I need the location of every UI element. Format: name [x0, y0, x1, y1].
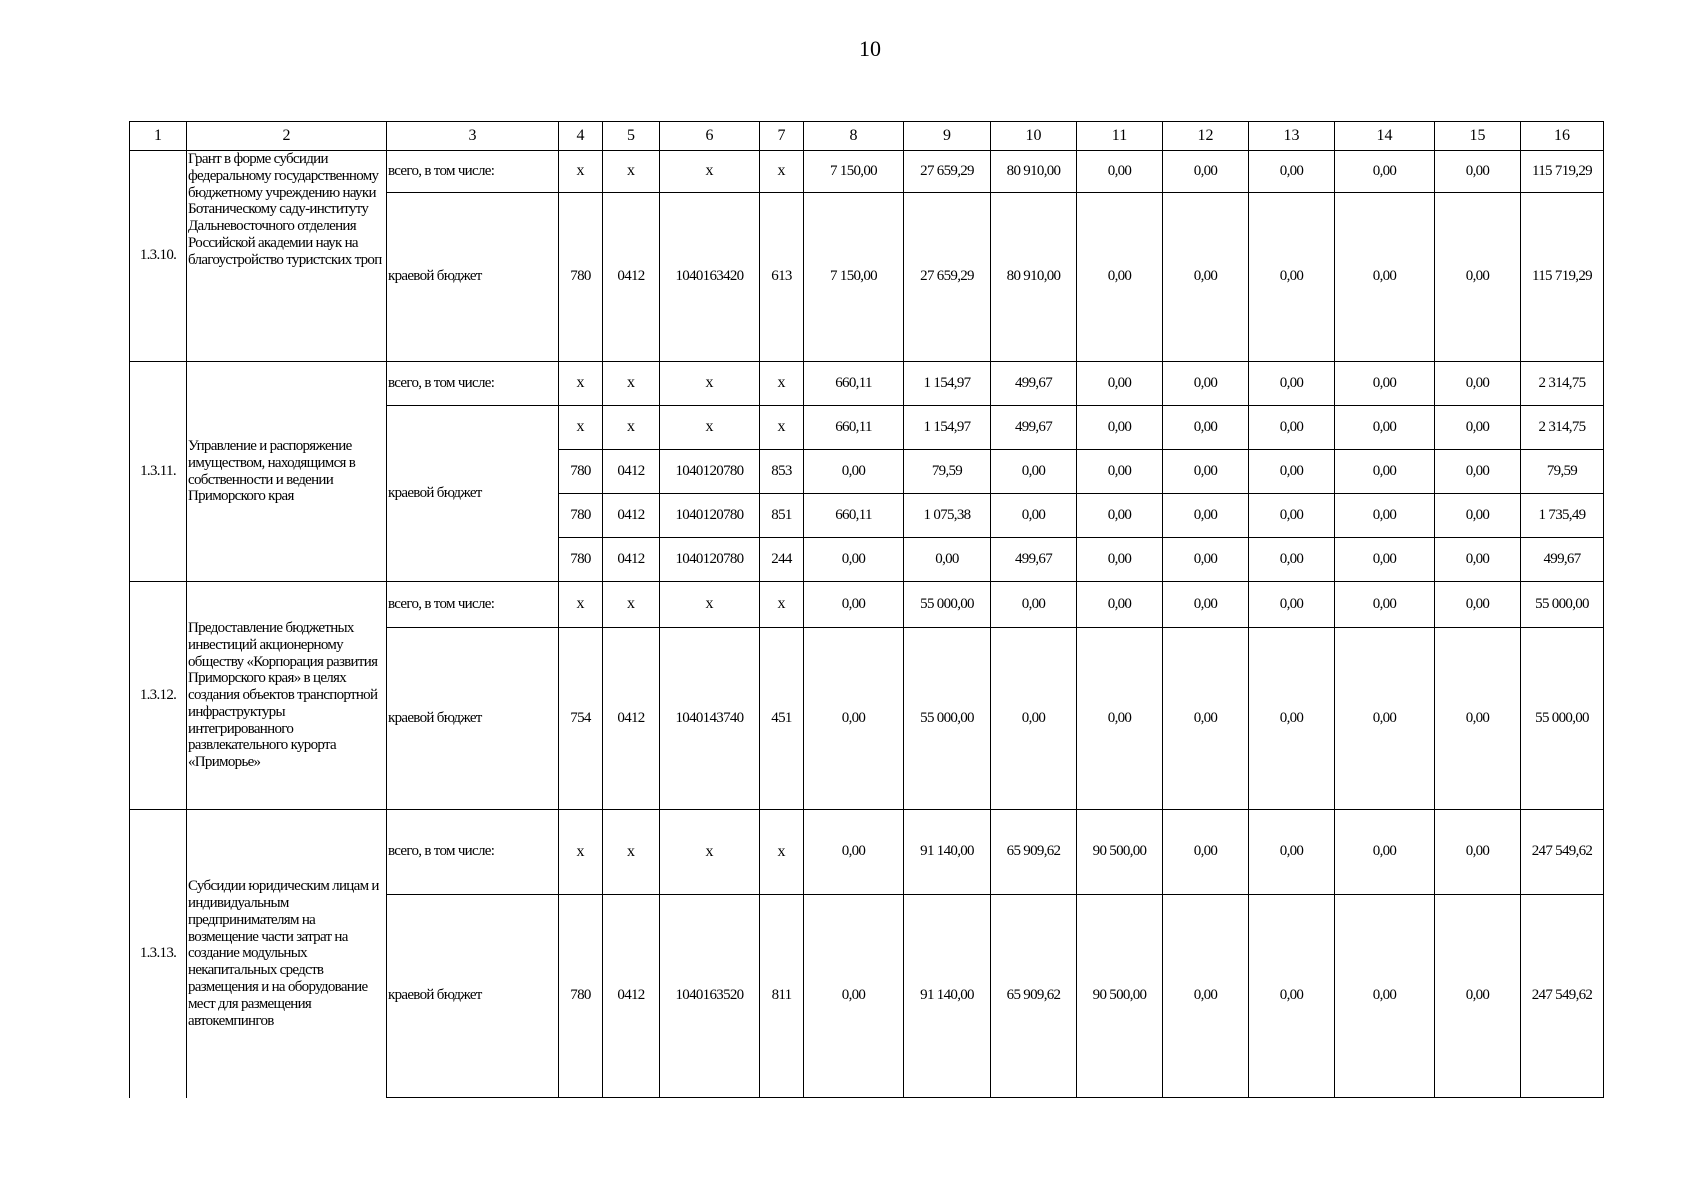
- cell: 2 314,75: [1521, 406, 1604, 450]
- cell: 0,00: [1435, 895, 1521, 1098]
- cell: 0,00: [1435, 538, 1521, 582]
- cell: x: [760, 582, 804, 628]
- cell: x: [660, 406, 760, 450]
- cell: 0,00: [991, 582, 1077, 628]
- cell: 0,00: [1435, 582, 1521, 628]
- cell: x: [660, 362, 760, 406]
- cell: 853: [760, 450, 804, 494]
- cell: 65 909,62: [991, 810, 1077, 895]
- cell: x: [559, 362, 603, 406]
- cell: 1 154,97: [904, 406, 991, 450]
- cell: 80 910,00: [991, 193, 1077, 362]
- source-label: краевой бюджет: [387, 895, 559, 1098]
- cell: x: [760, 362, 804, 406]
- cell: 80 910,00: [991, 151, 1077, 193]
- cell: 0,00: [1249, 450, 1335, 494]
- cell: 27 659,29: [904, 151, 991, 193]
- cell: x: [660, 810, 760, 895]
- cell: 0,00: [1249, 582, 1335, 628]
- cell: 0,00: [904, 538, 991, 582]
- cell: 1 735,49: [1521, 494, 1604, 538]
- cell: 79,59: [904, 450, 991, 494]
- cell: 1040143740: [660, 628, 760, 810]
- cell: 0,00: [1335, 362, 1435, 406]
- cell: 0,00: [1249, 628, 1335, 810]
- column-header: 14: [1335, 122, 1435, 151]
- cell: 0,00: [1249, 362, 1335, 406]
- cell: 90 500,00: [1077, 810, 1163, 895]
- cell: 0,00: [804, 582, 904, 628]
- cell: 2 314,75: [1521, 362, 1604, 406]
- cell: 0,00: [1163, 193, 1249, 362]
- row-name: Управление и распоряжение имуществом, находящимся в собственности и ведении Приморского края: [187, 362, 387, 582]
- column-header: 7: [760, 122, 804, 151]
- cell: 0,00: [1335, 406, 1435, 450]
- cell: 0,00: [1435, 494, 1521, 538]
- cell: x: [760, 151, 804, 193]
- row-code: 1.3.10.: [130, 151, 187, 362]
- cell: 1040120780: [660, 450, 760, 494]
- cell: x: [603, 151, 660, 193]
- cell: 0,00: [1249, 494, 1335, 538]
- source-label: краевой бюджет: [387, 193, 559, 362]
- row-code: 1.3.12.: [130, 582, 187, 810]
- cell: 0,00: [1077, 362, 1163, 406]
- cell: 754: [559, 628, 603, 810]
- cell: 0,00: [1435, 628, 1521, 810]
- cell: 0,00: [1335, 151, 1435, 193]
- cell: 7 150,00: [804, 193, 904, 362]
- cell: x: [559, 406, 603, 450]
- cell: x: [660, 582, 760, 628]
- cell: 0,00: [1249, 151, 1335, 193]
- cell: 811: [760, 895, 804, 1098]
- cell: x: [559, 582, 603, 628]
- cell: 55 000,00: [904, 628, 991, 810]
- cell: 660,11: [804, 362, 904, 406]
- cell: 613: [760, 193, 804, 362]
- cell: 0,00: [1163, 538, 1249, 582]
- column-header: 11: [1077, 122, 1163, 151]
- cell: 1040163520: [660, 895, 760, 1098]
- cell: 0,00: [1163, 628, 1249, 810]
- cell: 0,00: [1077, 151, 1163, 193]
- column-header: 6: [660, 122, 760, 151]
- cell: 0,00: [1077, 538, 1163, 582]
- cell: 7 150,00: [804, 151, 904, 193]
- cell: 0,00: [1435, 151, 1521, 193]
- cell: 115 719,29: [1521, 193, 1604, 362]
- budget-table: [129, 121, 1604, 1098]
- cell: 55 000,00: [1521, 582, 1604, 628]
- cell: 780: [559, 193, 603, 362]
- cell: 780: [559, 450, 603, 494]
- cell: 0,00: [1077, 193, 1163, 362]
- cell: 499,67: [991, 362, 1077, 406]
- cell: 0,00: [1077, 406, 1163, 450]
- cell: 244: [760, 538, 804, 582]
- cell: 0,00: [1335, 582, 1435, 628]
- cell: 0412: [603, 538, 660, 582]
- cell: 0,00: [1335, 628, 1435, 810]
- cell: 0,00: [804, 628, 904, 810]
- cell: 0,00: [1335, 494, 1435, 538]
- cell: x: [760, 406, 804, 450]
- column-header: 16: [1521, 122, 1604, 151]
- cell: 0412: [603, 450, 660, 494]
- cell: 0,00: [1163, 582, 1249, 628]
- cell: 91 140,00: [904, 895, 991, 1098]
- cell: 451: [760, 628, 804, 810]
- cell: 0412: [603, 628, 660, 810]
- cell: 115 719,29: [1521, 151, 1604, 193]
- column-header: 5: [603, 122, 660, 151]
- column-header: 2: [187, 122, 387, 151]
- cell: 0,00: [1163, 362, 1249, 406]
- cell: 1 075,38: [904, 494, 991, 538]
- page-number: 10: [859, 36, 881, 61]
- cell: 0,00: [1163, 406, 1249, 450]
- cell: 0,00: [1249, 193, 1335, 362]
- cell: 0,00: [1163, 450, 1249, 494]
- cell: x: [603, 582, 660, 628]
- cell: 55 000,00: [904, 582, 991, 628]
- header-row: [130, 122, 1604, 151]
- cell: x: [760, 810, 804, 895]
- table-row: [130, 151, 1604, 193]
- cell: 0,00: [1163, 494, 1249, 538]
- cell: 0,00: [1435, 450, 1521, 494]
- cell: 0,00: [1077, 494, 1163, 538]
- source-label: краевой бюджет: [387, 406, 559, 582]
- source-label: всего, в том числе:: [387, 362, 559, 406]
- source-label: краевой бюджет: [387, 628, 559, 810]
- cell: 1040120780: [660, 494, 760, 538]
- column-header: 8: [804, 122, 904, 151]
- column-header: 13: [1249, 122, 1335, 151]
- cell: 660,11: [804, 494, 904, 538]
- table-row: [130, 582, 1604, 628]
- cell: 90 500,00: [1077, 895, 1163, 1098]
- column-header: 4: [559, 122, 603, 151]
- cell: x: [603, 810, 660, 895]
- cell: 0,00: [804, 895, 904, 1098]
- cell: 0,00: [1435, 362, 1521, 406]
- cell: 0,00: [1249, 406, 1335, 450]
- cell: 0,00: [1335, 810, 1435, 895]
- cell: 0,00: [1335, 895, 1435, 1098]
- cell: 0,00: [1077, 628, 1163, 810]
- cell: 0,00: [1163, 895, 1249, 1098]
- cell: x: [603, 362, 660, 406]
- cell: 0,00: [1249, 538, 1335, 582]
- cell: 1 154,97: [904, 362, 991, 406]
- cell: 0,00: [991, 628, 1077, 810]
- row-name: Грант в форме субсидии федеральному государственному бюджетному учреждению науки Ботаническому саду-институту Дальневосточного отделения Российской академии наук на благоустройство туристских троп: [187, 151, 387, 362]
- source-label: всего, в том числе:: [387, 582, 559, 628]
- cell: 0,00: [1335, 538, 1435, 582]
- cell: x: [660, 151, 760, 193]
- cell: 499,67: [1521, 538, 1604, 582]
- cell: 0412: [603, 193, 660, 362]
- cell: 0,00: [804, 538, 904, 582]
- column-header: 10: [991, 122, 1077, 151]
- cell: 780: [559, 494, 603, 538]
- row-name: Предоставление бюджетных инвестиций акционерному обществу «Корпорация развития Приморского края» в целях создания объектов транспортной инфраструктуры интегрированного развлекательного курорта «Приморье»: [187, 582, 387, 810]
- row-code: 1.3.13.: [130, 810, 187, 1098]
- cell: 499,67: [991, 406, 1077, 450]
- column-header: 3: [387, 122, 559, 151]
- table-row: [130, 362, 1604, 406]
- cell: 0,00: [804, 810, 904, 895]
- cell: 247 549,62: [1521, 895, 1604, 1098]
- column-header: 1: [130, 122, 187, 151]
- cell: 0,00: [1335, 450, 1435, 494]
- cell: 0,00: [1435, 193, 1521, 362]
- source-label: всего, в том числе:: [387, 151, 559, 193]
- cell: 1040120780: [660, 538, 760, 582]
- cell: 660,11: [804, 406, 904, 450]
- cell: 91 140,00: [904, 810, 991, 895]
- cell: 0,00: [804, 450, 904, 494]
- cell: 0,00: [991, 450, 1077, 494]
- cell: 247 549,62: [1521, 810, 1604, 895]
- row-code: 1.3.11.: [130, 362, 187, 582]
- column-header: 12: [1163, 122, 1249, 151]
- cell: 0,00: [1249, 895, 1335, 1098]
- cell: 79,59: [1521, 450, 1604, 494]
- cell: 0,00: [1435, 810, 1521, 895]
- cell: 0,00: [1335, 193, 1435, 362]
- cell: 780: [559, 895, 603, 1098]
- cell: x: [603, 406, 660, 450]
- cell: 499,67: [991, 538, 1077, 582]
- cell: 851: [760, 494, 804, 538]
- cell: 0,00: [1077, 582, 1163, 628]
- cell: 0,00: [1163, 810, 1249, 895]
- cell: 27 659,29: [904, 193, 991, 362]
- cell: 0,00: [1163, 151, 1249, 193]
- cell: 0412: [603, 494, 660, 538]
- column-header: 9: [904, 122, 991, 151]
- cell: 0,00: [1077, 450, 1163, 494]
- cell: x: [559, 151, 603, 193]
- cell: 0,00: [1435, 406, 1521, 450]
- cell: 1040163420: [660, 193, 760, 362]
- cell: 65 909,62: [991, 895, 1077, 1098]
- cell: 0412: [603, 895, 660, 1098]
- cell: x: [559, 810, 603, 895]
- column-header: 15: [1435, 122, 1521, 151]
- cell: 55 000,00: [1521, 628, 1604, 810]
- row-name: Субсидии юридическим лицам и индивидуальным предпринимателям на возмещение части затрат на создание модульных некапитальных средств размещения и на оборудование мест для размещения автокемпингов: [187, 810, 387, 1098]
- cell: 0,00: [1249, 810, 1335, 895]
- cell: 0,00: [991, 494, 1077, 538]
- source-label: всего, в том числе:: [387, 810, 559, 895]
- table-row: [130, 810, 1604, 895]
- cell: 780: [559, 538, 603, 582]
